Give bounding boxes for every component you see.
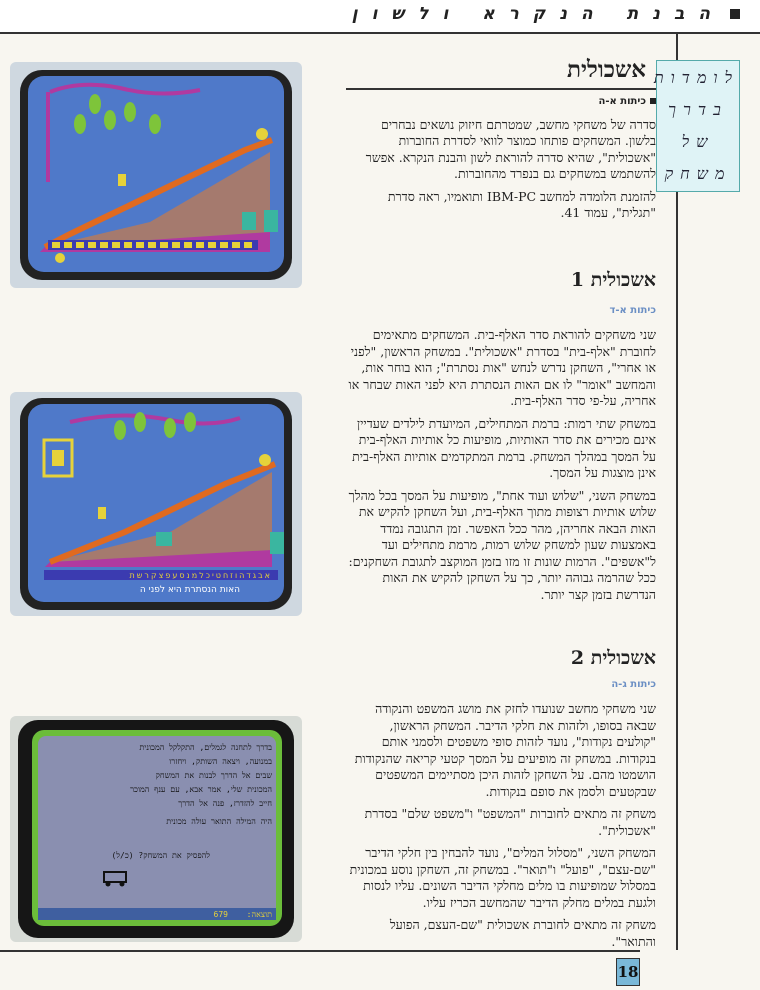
grade-bar — [346, 88, 656, 111]
section-title: אשכולית 1 — [570, 269, 656, 291]
body-paragraph: משחק זה מתאים לחוברת אשכולית "שם-העצם, הפועל והתואר". — [389, 917, 656, 949]
story-line: המכונית שלי, אמר אבא, עם ענף המוכר — [130, 785, 272, 794]
running-header — [280, 4, 740, 30]
body-paragraph: סדרה של משחקי מחשב, שמטרתם חיזוק נושאים נבחרים בלשון. המשחקים פותחו כמוצר לוואי לסדרת החוברות "אשכולית", שהיא סדרה להוראת לשון והבנת הנקרא. אפשר להשתמש במשחקים גם בנפרד מהחוברות. — [365, 116, 656, 181]
story-line: חייב להזדרז, פנה אל הדרך — [178, 799, 272, 808]
sidebar-box — [653, 60, 740, 192]
story-line: במנועה, ויצאה השותק, ויחזרו — [169, 757, 272, 766]
alphabet-strip: אבגדהוזחטיכלמנסעפצקרשת — [129, 571, 272, 580]
score-value: 679 — [213, 910, 228, 919]
body-paragraph: במשחק שתי רמות: ברמת המתחילים, המיועדת לילדים שעדיין אינם מכירים את סדר האותיות, מופיעות כל אותיות האלף-בית על המסך במהלך המשחק. ברמת המתקדמים אותיות האלף-בית אינן מוצגות על המסך. — [352, 415, 656, 480]
square-bullet-icon — [730, 9, 740, 19]
section-title: אשכולית — [567, 56, 646, 83]
header-rule — [0, 32, 760, 34]
body-paragraph: שני משחקים להוראת סדר האלף-בית. המשחקים מתאימים לחוברת "אלף-בית" בסדרת "אשכולית". במשחק הראשון, "לפני או אחרי", השחקן נדרש לנחש "אות נסתרת"; הוא בוחר אות, והמחשב "אומר" לו אם האות הנסתרת היא לפני האות שבחר או אחריה, על-פי סדר האלף-בית. — [348, 327, 656, 408]
body-paragraph: להזמנת הלומדה למחשב IBM-PC ותואמיו, ראה סדרת "תגלית", עמוד 41. — [387, 188, 656, 220]
page-number: 18 — [616, 958, 640, 986]
sidebar-line: של — [681, 132, 715, 151]
story-line: בדרך לתחנה לגמלים, התקלקל המכונית — [139, 743, 272, 752]
score-label: תוצאה: — [246, 910, 272, 919]
quit-prompt: להפסיק את המשחק? (כ/ל) — [111, 851, 210, 860]
section-3 — [346, 647, 656, 956]
answer-line: היה המילה התואר עולה מכונית — [166, 817, 272, 826]
body-paragraph: במשחק השני, "שלוש ועוד אחת", מופיעות על המסך בכל מהלך שלוש אותיות רצופות מתוך האלף-בית, ועל השחקן להקיש את האות הבאה אחריהן, מהר ככל האפשר. זמן התגובה נמדד באמצעות שעון למשחק שלוש רמות, מרמת מתחילים ועד ל"אשפים". הרמות שונות זו מזו בזמן המוקצב לתגובת השחקנים: ככל שהרמה גבוהה יותר, כך על השחקן להקיש את האות הנדרשת בזמן קצר יותר. — [348, 487, 656, 602]
grade-label: כיתות א-ד — [609, 304, 656, 316]
running-title: הבנת הנקרא ולשון — [351, 4, 724, 24]
game-caption: האות הנסתרת היא לפני ה — [139, 585, 240, 595]
section-title: אשכולית 2 — [570, 647, 656, 669]
section-1 — [346, 84, 656, 228]
section-2 — [346, 269, 656, 609]
game-screenshot-1 — [10, 62, 302, 288]
body-paragraph: המשחק השני, "מסלול המלים", נועד להבחין בין חלקי הדיבר "שם-עצם", "פועל" ו"תואר". במשחק זה, השחקן נוסע במכונית במסלול שמופיעות בו מלים מחלקי הדיבר השונים. עליו לנסות ולגעת במלים מחלק הדיבר שהמחשב הכריז עליו. — [349, 845, 656, 910]
game-screenshot-3 — [10, 716, 302, 942]
body-paragraph: משחק זה מתאים לחוברות "המשפט" ו"משפט שלם" בסדרת "אשכולית". — [364, 806, 656, 838]
square-bullet-icon — [650, 98, 656, 104]
grade-label: כיתות א-ה — [598, 96, 646, 107]
game-screenshot-2 — [10, 392, 302, 616]
body-paragraph: שני משחקי מחשב שנועדו לחזק את מושג המשפט והנקודה שבאה בסופו, ולזהות את חלקי הדיבר. המשחק הראשון, "קולעים נקודות", נועד לזהות סופי משפטים ולסמני אותם בנקודות. במשחק זה מופיעים על המסך קטעי קריאה שהנקודות הושמטו מהם. על השחקן לזהות היכן מסתיימים המשפטים שבקטעים ולסמן את סופם בנקודות. — [354, 701, 656, 799]
story-line: שבים אל הדרך לבנות את המשחק — [155, 771, 272, 780]
sidebar-line: משחק — [664, 164, 732, 183]
grade-label: כיתות ג-ה — [611, 678, 656, 690]
sidebar-line: בדרך — [668, 100, 728, 119]
sidebar-line: לומדות — [653, 68, 739, 87]
